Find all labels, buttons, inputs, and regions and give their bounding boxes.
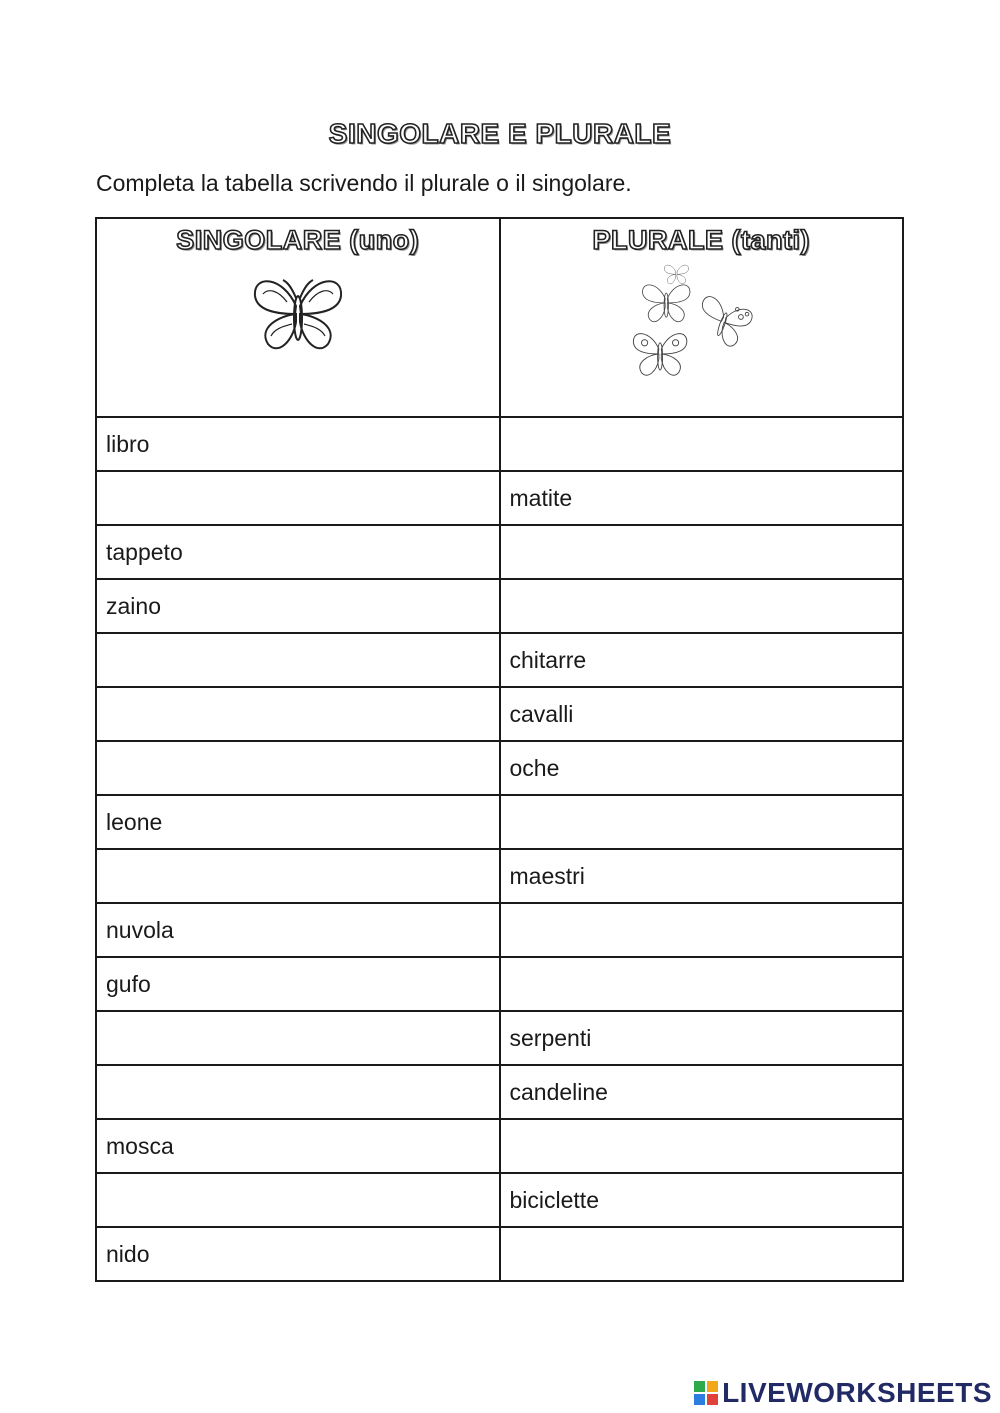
word-cell-singolare: leone [96,795,500,849]
word-cell-singolare: gufo [96,957,500,1011]
word-cell-singolare: zaino [96,579,500,633]
page-title: SINGOLARE E PLURALE [328,118,672,149]
answer-cell-plurale[interactable] [500,525,904,579]
table-row [96,471,903,525]
answer-cell-plurale[interactable] [500,417,904,471]
table-row [96,1119,903,1173]
header-plurale [500,218,904,417]
table-row [96,633,903,687]
worksheet-table [95,217,904,1282]
answer-cell-plurale[interactable] [500,903,904,957]
table-row [96,525,903,579]
header-singolare [96,218,500,417]
table-row [96,417,903,471]
answer-cell-plurale[interactable] [500,579,904,633]
table-row [96,795,903,849]
table-row [96,687,903,741]
answer-cell-singolare[interactable] [96,1011,500,1065]
answer-cell-singolare[interactable] [96,849,500,903]
word-cell-singolare: tappeto [96,525,500,579]
word-cell-plurale: candeline [500,1065,904,1119]
answer-cell-singolare[interactable] [96,633,500,687]
table-row [96,1173,903,1227]
word-cell-plurale: matite [500,471,904,525]
word-cell-plurale: serpenti [500,1011,904,1065]
word-cell-plurale: maestri [500,849,904,903]
answer-cell-singolare[interactable] [96,471,500,525]
answer-cell-singolare[interactable] [96,1173,500,1227]
word-cell-plurale: cavalli [500,687,904,741]
word-cell-singolare: mosca [96,1119,500,1173]
table-row [96,1227,903,1281]
table-row [96,1065,903,1119]
instruction-text: Completa la tabella scrivendo il plurale o il singolare. [96,170,632,196]
butterflies-icon [616,256,786,396]
liveworksheets-logo[interactable] [693,1377,992,1409]
table-row [96,903,903,957]
butterfly-icon [243,256,353,366]
logo-blocks-icon [693,1380,719,1406]
header-row [96,218,903,417]
answer-cell-singolare[interactable] [96,741,500,795]
word-cell-singolare: nido [96,1227,500,1281]
answer-cell-singolare[interactable] [96,687,500,741]
word-cell-singolare: nuvola [96,903,500,957]
table-row [96,957,903,1011]
logo-text: LIVEWORKSHEETS [722,1377,992,1408]
word-cell-plurale: biciclette [500,1173,904,1227]
answer-cell-plurale[interactable] [500,1119,904,1173]
table-row [96,579,903,633]
table-row [96,1011,903,1065]
answer-cell-plurale[interactable] [500,957,904,1011]
word-cell-singolare: libro [96,417,500,471]
header-plurale-label: PLURALE (tanti) [592,225,810,255]
word-cell-plurale: oche [500,741,904,795]
answer-cell-plurale[interactable] [500,795,904,849]
answer-cell-plurale[interactable] [500,1227,904,1281]
table-row [96,741,903,795]
answer-cell-singolare[interactable] [96,1065,500,1119]
header-singolare-label: SINGOLARE (uno) [176,225,420,255]
word-cell-plurale: chitarre [500,633,904,687]
table-row [96,849,903,903]
